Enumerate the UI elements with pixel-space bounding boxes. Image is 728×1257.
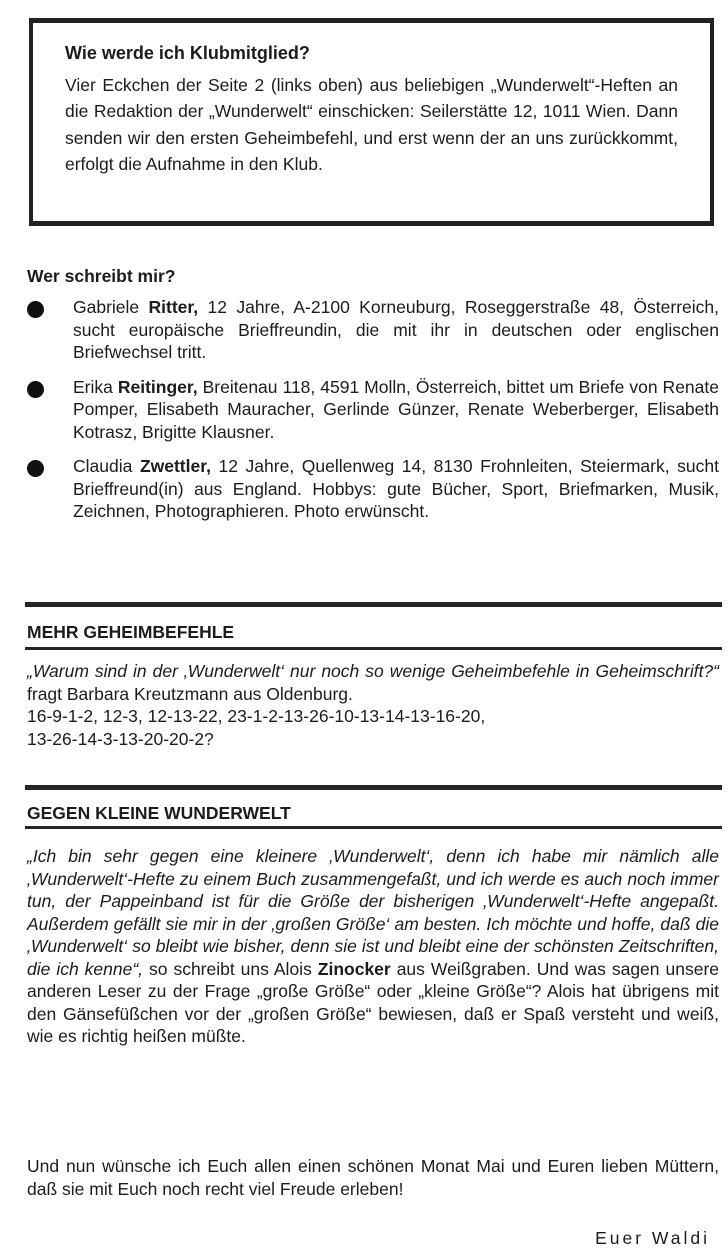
- bullet-icon: [27, 301, 44, 318]
- list-item: [27, 376, 719, 444]
- text: aus Weißgraben. Und was sagen unsere anderen Leser zu der Frage „große Größe“ oder „kleine Größe“? Alois hat übrigens mit den Gänsefüßchen vor der „großen Größe“ bewiesen, daß er Spaß versteht und weiß, wie es richtig heißen müßte.: [27, 958, 719, 1046]
- entry-text: 12 Jahre, A-2100 Korneuburg, Roseggerstraße 48, Österreich, sucht europäische Brieffreundin, die mit ihr in deutschen oder englischen Briefwechsel tritt.: [73, 297, 719, 362]
- pen-pals-title: Wer schreibt mir?: [27, 266, 176, 286]
- secret-commands-text: [27, 660, 719, 750]
- club-membership-box: [29, 18, 714, 226]
- reader-quote: „Ich bin sehr gegen eine kleinere ‚Wunderwelt‘, denn ich habe mir nämlich alle ‚Wunderwelt‘-Hefte zu einem Buch zusammengefaßt, und ich werde es auch noch immer tun, der Pappeinband ist für die Größe der bisherigen ‚Wunderwelt‘-Hefte angepaßt. Außerdem gefällt sie mir in der ‚großen Größe‘ am besten. Ich möchte und hoffe, daß die ‚Wunderwelt‘ so bleibt wie bisher, denn sie ist und bleibt eine der schönsten Zeitschriften, die ich kenne“,: [27, 846, 719, 979]
- entry-text: 12 Jahre, Quellenweg 14, 8130 Frohnleiten, Steiermark, sucht Brieffreund(in) aus England. Hobbys: gute Bücher, Sport, Briefmarken, Musik, Zeichnen, Photographieren. Photo erwünscht.: [73, 456, 719, 521]
- divider: [25, 602, 722, 607]
- attribution: fragt Barbara Kreutzmann aus Oldenburg.: [27, 683, 353, 704]
- last-name: Zwettler,: [139, 456, 211, 476]
- small-wunderwelt-text: [27, 845, 719, 1048]
- pen-pals-list: [27, 296, 719, 535]
- first-name: Gabriele: [73, 297, 140, 317]
- divider: [25, 826, 722, 829]
- bullet-icon: [27, 381, 44, 398]
- first-name: Erika: [73, 376, 113, 397]
- reader-name: Zinocker: [317, 958, 391, 979]
- last-name: Ritter,: [148, 297, 199, 317]
- last-name: Reitinger,: [117, 376, 198, 397]
- secret-code: 13-26-14-3-13-20-20-2?: [27, 728, 214, 749]
- first-name: Claudia: [73, 456, 133, 476]
- reader-quote: „Warum sind in der ‚Wunderwelt‘ nur noch so wenige Geheimbefehle in Geheimschrift?“: [27, 661, 719, 681]
- secret-code: 16-9-1-2, 12-3, 12-13-22, 23-1-2-13-26-10-13-14-13-16-20,: [27, 706, 486, 726]
- entry-text: Breitenau 118, 4591 Molln, Österreich, bittet um Briefe von Renate Pomper, Elisabeth Mauracher, Gerlinde Günzer, Renate Weberberger, Elisabeth Kotrasz, Brigitte Klausner.: [73, 376, 719, 442]
- bullet-icon: [27, 460, 44, 477]
- list-item: [27, 455, 719, 523]
- divider: [25, 785, 722, 790]
- small-wunderwelt-title: GEGEN KLEINE WUNDERWELT: [27, 803, 291, 823]
- club-box-text: Vier Eckchen der Seite 2 (links oben) aus beliebigen „Wunderwelt“-Heften an die Redaktion der „Wunderwelt“ einschicken: Seilerstätte 12, 1011 Wien. Dann senden wir den ersten Geheimbefehl, und erst wenn der an uns zurückkommt, erfolgt die Aufnahme in den Klub.: [65, 74, 678, 174]
- text: so schreibt uns Alois: [143, 958, 318, 979]
- list-item: [27, 296, 719, 364]
- divider: [25, 647, 722, 650]
- signature: Euer Waldi: [595, 1228, 710, 1248]
- closing-text: Und nun wünsche ich Euch allen einen schönen Monat Mai und Euren lieben Müttern, daß sie mit Euch noch recht viel Freude erleben!: [27, 1156, 719, 1199]
- club-box-title: Wie werde ich Klubmitglied?: [65, 43, 310, 63]
- secret-commands-title: MEHR GEHEIMBEFEHLE: [27, 622, 235, 642]
